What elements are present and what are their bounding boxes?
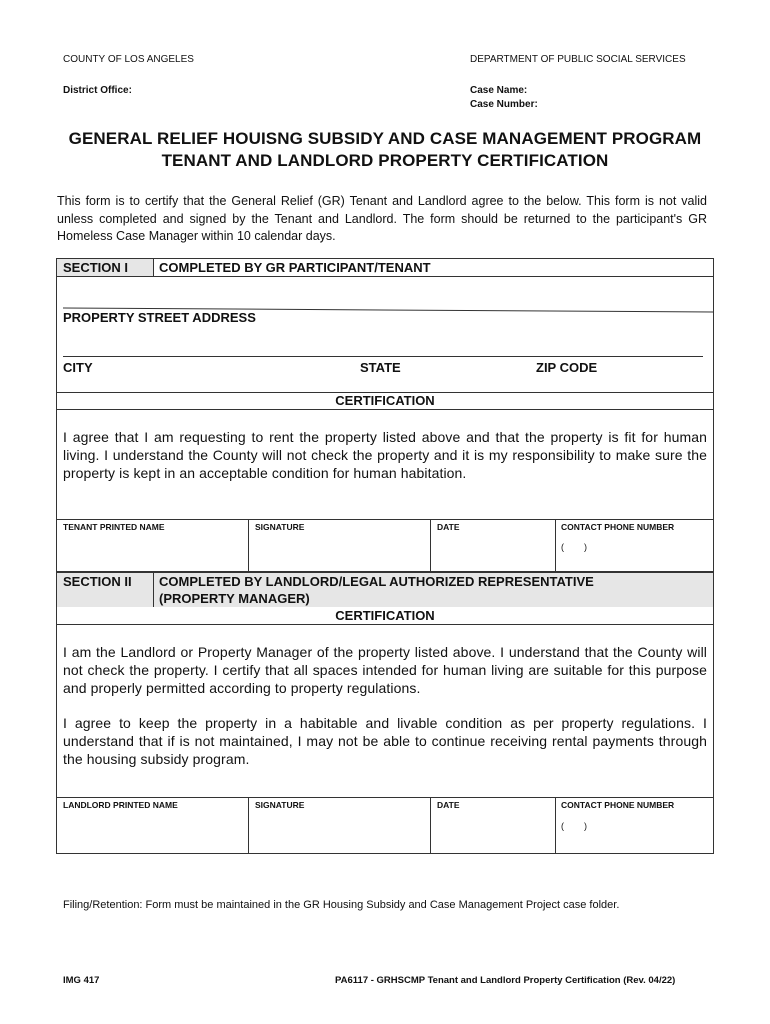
form-title-line1: GENERAL RELIEF HOUISNG SUBSIDY AND CASE MANAGEMENT PROGRAM [68,129,702,148]
section2-cert-text2: I agree to keep the property in a habitable and livable condition as per property regulations. I understand that if is not maintained, I may not be able to continue receiving rental payments through the housing subsidy program. [63,715,707,767]
tenant-name-label: TENANT PRINTED NAME [63,522,165,532]
landlord-name-label: LANDLORD PRINTED NAME [63,800,178,810]
case-number-label: Case Number: [470,99,538,110]
state-label: STATE [360,360,401,375]
form-id: PA6117 - GRHSCMP Tenant and Landlord Property Certification (Rev. 04/22) [335,975,676,986]
section2-label: SECTION II [63,574,132,589]
section2-heading-line1: COMPLETED BY LANDLORD/LEGAL AUTHORIZED REPRESENTATIVE [159,574,594,589]
landlord-phone-label: CONTACT PHONE NUMBER [561,800,675,810]
city-label: CITY [63,360,93,375]
section2-heading-line2: (PROPERTY MANAGER) [159,591,310,606]
section2-cert-heading: CERTIFICATION [335,608,435,623]
department-name: DEPARTMENT OF PUBLIC SOCIAL SERVICES [470,54,686,65]
section1-label: SECTION I [63,260,129,275]
intro-paragraph: This form is to certify that the General Relief (GR) Tenant and Landlord agree to the below. This form is not valid unless completed and signed by the Tenant and Landlord. The form should be returned to the participant's GR Homeless Case Manager within 10 calendar days. [57,194,707,243]
section2-cert-text1: I am the Landlord or Property Manager of the property listed above. I understand that the County will not check the property. I certify that all spaces intended for human living are suitable for this purpose and properly permitted according to property regulations. [63,644,707,696]
landlord-phone-placeholder: ( ) [561,821,587,831]
city-state-zip-field[interactable] [63,348,703,357]
img-number: IMG 417 [63,975,100,986]
case-name-label: Case Name: [470,85,528,96]
tenant-signature-label: SIGNATURE [255,522,305,532]
tenant-date-label: DATE [437,522,460,532]
property-address-label: PROPERTY STREET ADDRESS [63,310,256,325]
tenant-phone-label: CONTACT PHONE NUMBER [561,522,675,532]
county-name: COUNTY OF LOS ANGELES [63,54,194,65]
tenant-phone-placeholder: ( ) [561,542,587,552]
filing-retention-note: Filing/Retention: Form must be maintained in the GR Housing Subsidy and Case Management Project case folder. [63,899,620,911]
landlord-signature-label: SIGNATURE [255,800,305,810]
form-title-line2: TENANT AND LANDLORD PROPERTY CERTIFICATION [161,151,609,170]
zip-label: ZIP CODE [536,360,598,375]
district-office-label: District Office: [63,85,132,96]
section1-cert-text: I agree that I am requesting to rent the property listed above and that the property is fit for human living. I understand the County will not check the property and it is my responsibility to make sure the property is kept in an acceptable condition for human habitation. [63,429,707,481]
section1-heading: COMPLETED BY GR PARTICIPANT/TENANT [159,260,431,275]
landlord-date-label: DATE [437,800,460,810]
section1-cert-heading: CERTIFICATION [335,393,435,408]
